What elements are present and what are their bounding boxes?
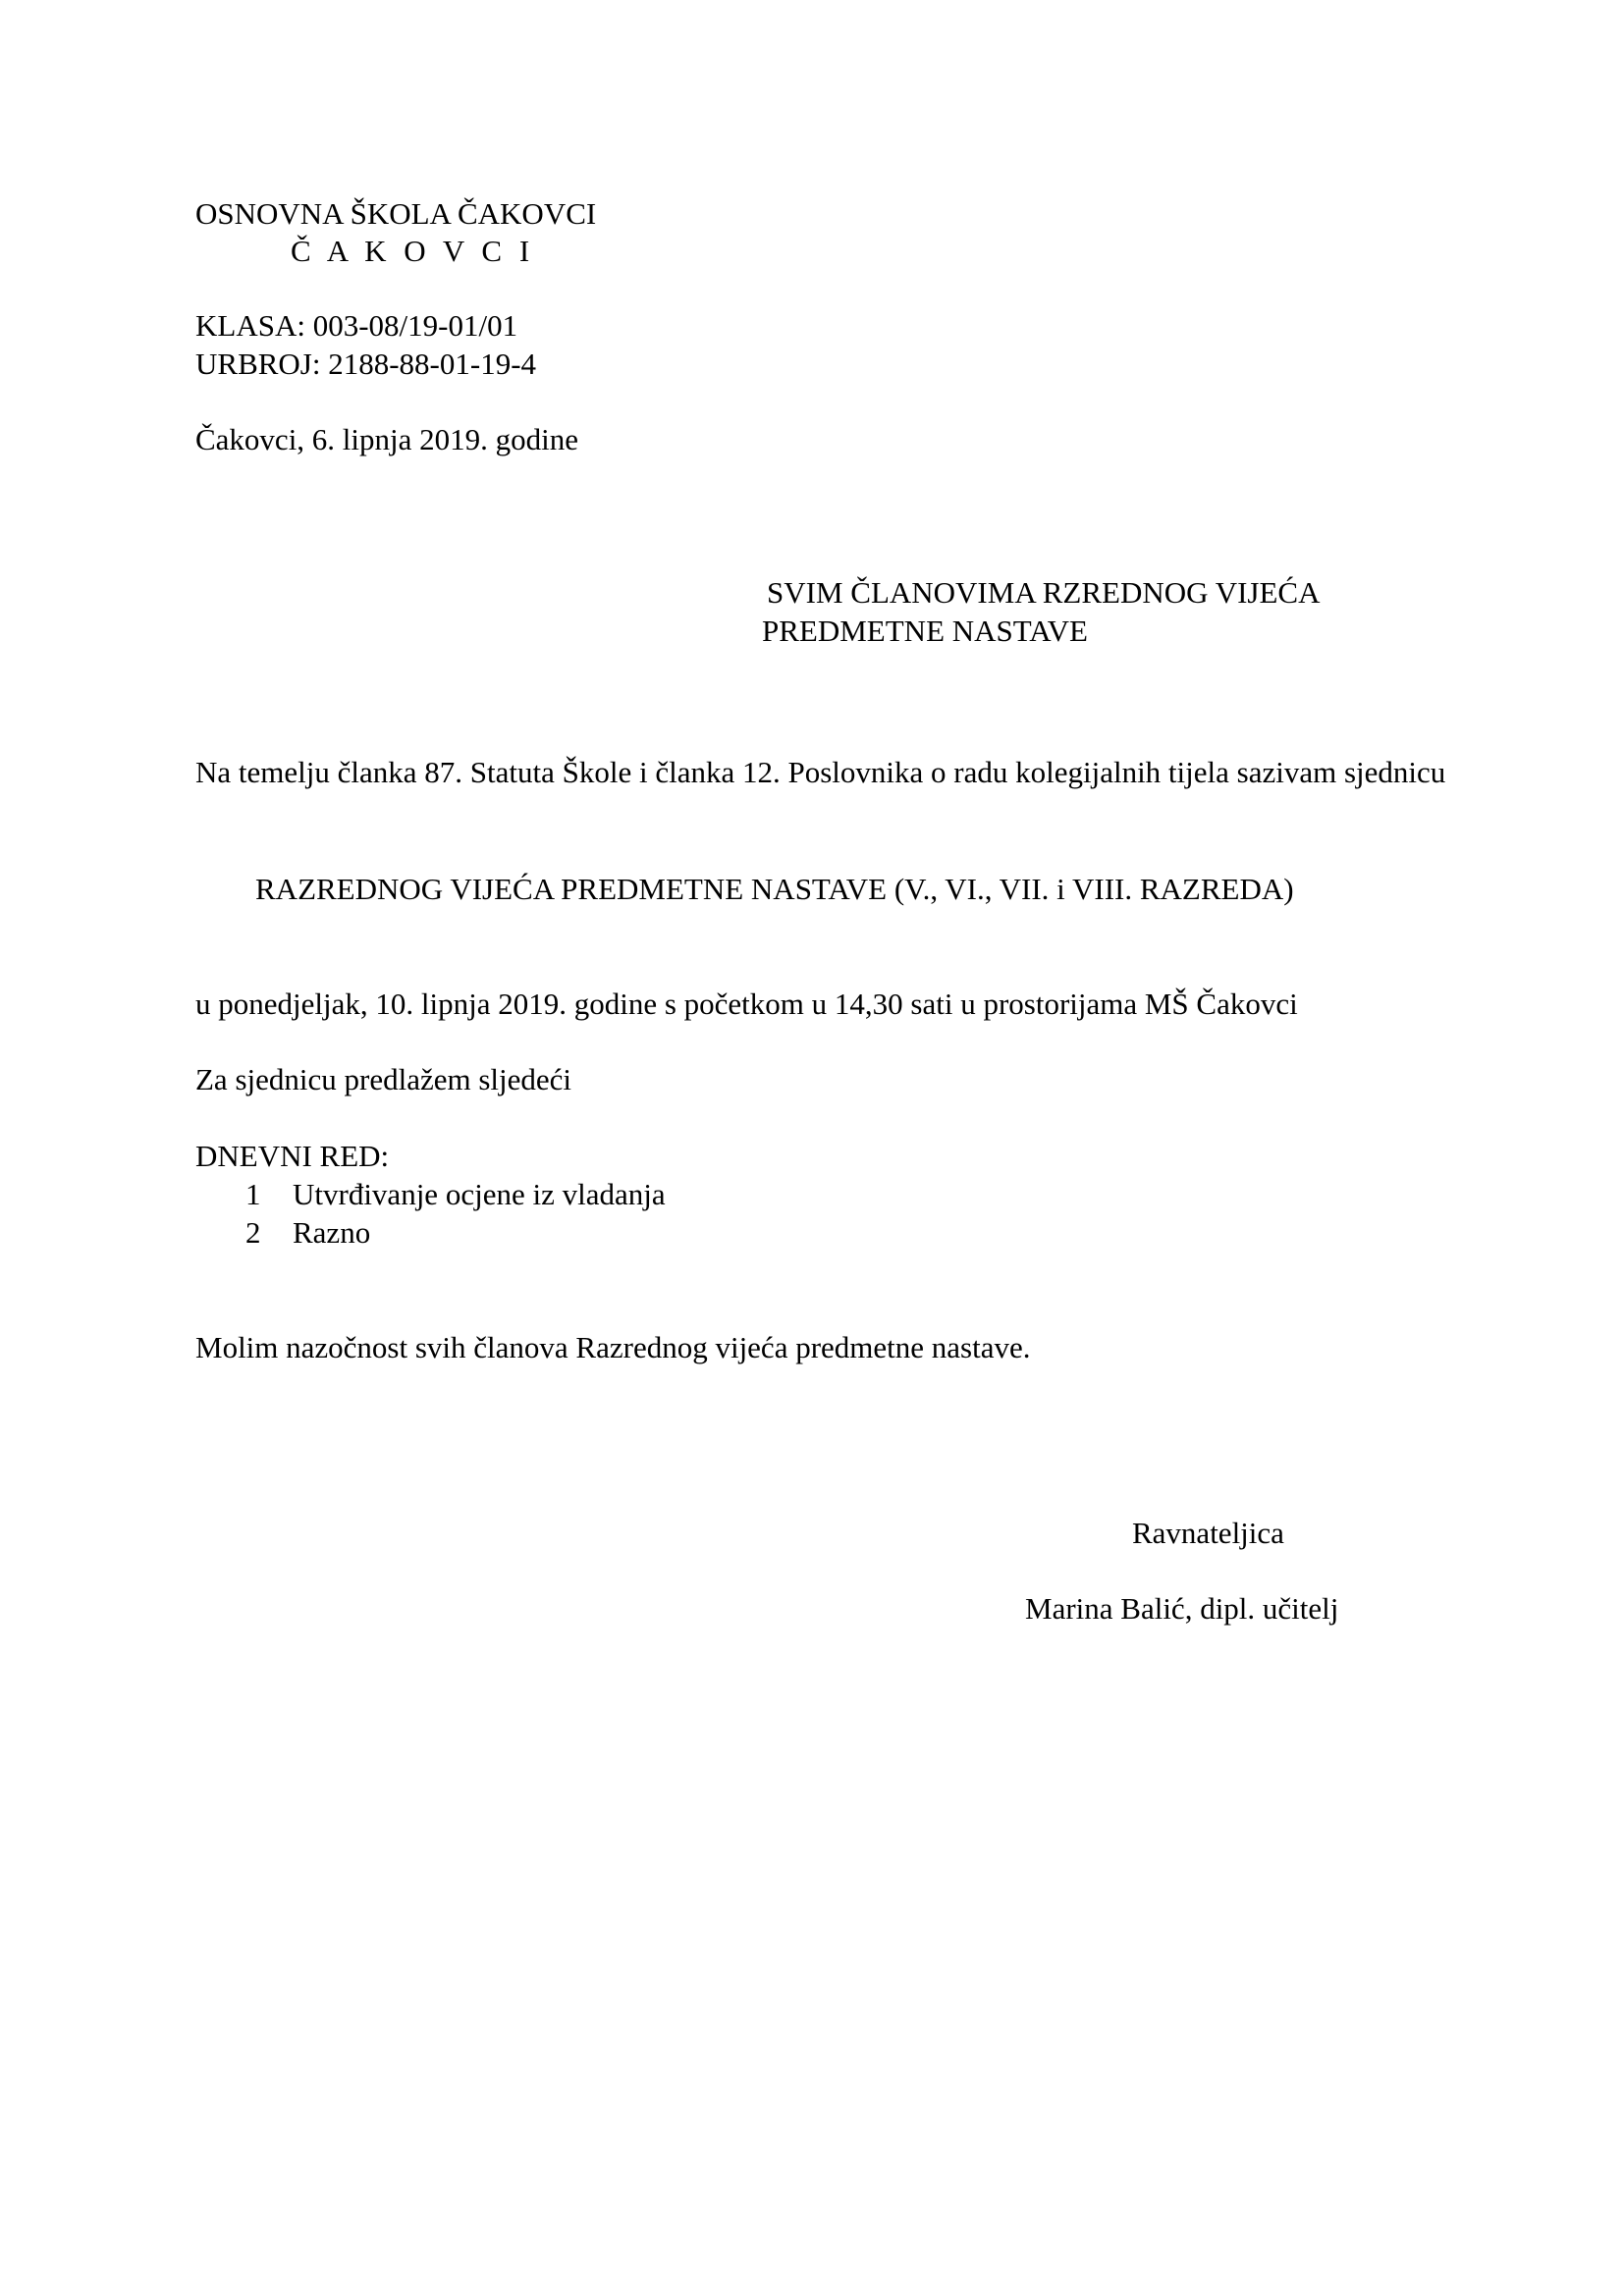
meeting-time: u ponedjeljak, 10. lipnja 2019. godine s početkom u 14,30 sati u prostorijama MŠ Čakovci — [195, 987, 1298, 1021]
urbroj-line: URBROJ: 2188-88-01-19-4 — [195, 347, 537, 381]
recipient-line-1: SVIM ČLANOVIMA RZREDNOG VIJEĆA — [767, 575, 1321, 610]
agenda-item — [245, 1176, 666, 1214]
klasa-line: KLASA: 003-08/19-01/01 — [195, 308, 518, 343]
place-date: Čakovci, 6. lipnja 2019. godine — [195, 422, 579, 456]
signature-role: Ravnateljica — [1132, 1516, 1284, 1550]
recipient-line-2: PREDMETNE NASTAVE — [762, 614, 1088, 648]
agenda-item-text: Utvrđivanje ocjene iz vladanja — [293, 1177, 666, 1211]
agenda-item — [245, 1214, 370, 1253]
proposal-line: Za sjednicu predlažem sljedeći — [195, 1062, 572, 1096]
agenda-item-number: 2 — [245, 1215, 261, 1250]
agenda-heading: DNEVNI RED: — [195, 1139, 390, 1173]
intro-paragraph: Na temelju članka 87. Statuta Škole i članka 12. Poslovnika o radu kolegijalnih tijela sazivam sjednicu — [195, 755, 1446, 789]
closing-paragraph: Molim nazočnost svih članova Razrednog vijeća predmetne nastave. — [195, 1330, 1031, 1364]
signature-name: Marina Balić, dipl. učitelj — [1025, 1591, 1339, 1626]
agenda-item-text: Razno — [293, 1215, 371, 1250]
school-name: OSNOVNA ŠKOLA ČAKOVCI — [195, 196, 597, 231]
agenda-item-number: 1 — [245, 1177, 261, 1211]
meeting-title: RAZREDNOG VIJEĆA PREDMETNE NASTAVE (V., VI., VII. i VIII. RAZREDA) — [255, 872, 1294, 906]
school-town: Č A K O V C I — [291, 234, 535, 268]
